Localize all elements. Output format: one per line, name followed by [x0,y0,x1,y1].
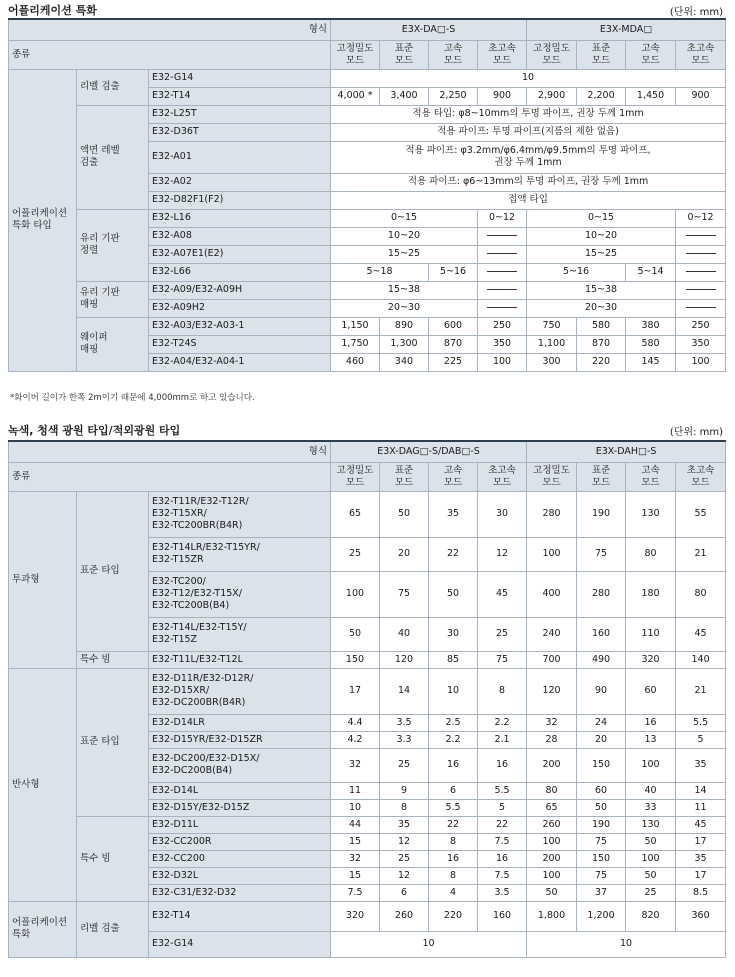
subcategory-label: 리벨 검출 [77,69,149,105]
model-cell: E32-D36T [149,123,331,141]
value-cell: 60 [626,668,676,714]
mode-header: 초고속 모드 [478,40,527,69]
value-cell: 225 [429,353,478,371]
value-cell: 14 [676,782,726,799]
value-cell: 55 [676,491,726,537]
dash-cell [478,281,527,299]
spec-table-application [8,18,726,372]
value-cell: 50 [626,833,676,850]
value-cell: 320 [331,901,380,931]
model-cell: E32-A01 [149,141,331,173]
model-cell: E32-T14 [149,901,331,931]
model-cell: E32-T24S [149,335,331,353]
value-cell: 140 [676,651,726,668]
dash-cell [676,281,726,299]
value-cell: 16 [478,850,527,867]
mode-header: 고속 모드 [626,40,676,69]
value-cell: 90 [577,668,626,714]
value-cell: 12 [478,537,527,571]
dash-mark [686,271,716,272]
value-cell: 220 [577,353,626,371]
value-cell: 150 [577,748,626,782]
value-cell: 4.4 [331,714,380,731]
value-cell: 0~12 [478,209,527,227]
mode-header: 표준 모드 [380,462,429,491]
mode-header: 표준 모드 [577,40,626,69]
value-cell: 7.5 [478,867,527,884]
model-cell: E32-A09/E32-A09H [149,281,331,299]
value-cell: 580 [626,335,676,353]
model-group-header: E3X-DAG□-S/DAB□-S [331,441,527,462]
category-label: 어플리케이션 특화 [9,901,77,957]
model-cell: E32-T14 [149,87,331,105]
value-cell: 400 [527,571,577,617]
dash-cell [478,227,527,245]
note-cell: 적용 파이프: φ6~13mm의 투명 파이프, 권장 두께 1mm [331,173,726,191]
section1-unit: (단위: mm) [669,7,723,18]
value-cell: 890 [380,317,429,335]
value-cell: 260 [527,816,577,833]
subcategory-label: 리벨 검출 [77,901,149,957]
value-cell: 350 [478,335,527,353]
dash-cell [676,299,726,317]
value-cell: 40 [380,617,429,651]
value-cell: 460 [331,353,380,371]
value-cell: 7.5 [478,833,527,850]
value-cell: 10~20 [331,227,478,245]
dash-cell [676,245,726,263]
value-cell: 45 [478,571,527,617]
value-cell: 130 [626,491,676,537]
value-cell: 320 [626,651,676,668]
dash-cell [478,263,527,281]
value-cell: 6 [380,884,429,901]
value-cell: 180 [626,571,676,617]
type-label: 종류 [9,40,331,69]
value-cell: 75 [380,571,429,617]
table-row [9,491,726,537]
value-cell: 260 [380,901,429,931]
value-cell: 2.2 [478,714,527,731]
value-cell: 5.5 [429,799,478,816]
mode-header: 고정밀도 모드 [527,40,577,69]
value-cell: 35 [676,748,726,782]
value-cell: 32 [331,850,380,867]
value-cell: 0~12 [676,209,726,227]
value-cell: 16 [626,714,676,731]
value-cell: 20 [380,537,429,571]
model-cell: E32-T11L/E32-T12L [149,651,331,668]
value-cell: 280 [577,571,626,617]
value-cell: 11 [331,782,380,799]
dash-mark [487,271,517,272]
value-cell: 50 [626,867,676,884]
note-cell: 적용 파이프: φ3.2mm/φ6.4mm/φ9.5mm의 투명 파이프, 권장 두께 1mm [331,141,726,173]
value-cell: 50 [577,799,626,816]
value-cell: 8 [429,867,478,884]
category-label: 반사형 [9,668,77,901]
mode-header: 고정밀도 모드 [527,462,577,491]
value-cell: 145 [626,353,676,371]
note-cell: 적용 타입: φ8~10mm의 투명 파이프, 권장 두께 1mm [331,105,726,123]
table-row [9,651,726,668]
model-cell: E32-DC200/E32-D15X/ E32-DC200B(B4) [149,748,331,782]
value-cell: 160 [478,901,527,931]
value-cell: 110 [626,617,676,651]
section2-title-row [8,422,723,438]
value-cell: 300 [527,353,577,371]
value-cell: 37 [577,884,626,901]
value-cell: 15 [331,833,380,850]
subcategory-label: 유리 기판 매핑 [77,281,149,317]
value-cell: 380 [626,317,676,335]
value-cell: 1,100 [527,335,577,353]
value-cell: 220 [429,901,478,931]
value-cell: 5~16 [429,263,478,281]
value-cell: 10 [527,931,726,957]
value-cell: 75 [478,651,527,668]
model-group-header: E3X-DA□-S [331,19,527,40]
value-cell: 600 [429,317,478,335]
model-cell: E32-L25T [149,105,331,123]
value-cell: 1,150 [331,317,380,335]
value-cell: 870 [429,335,478,353]
value-cell: 30 [478,491,527,537]
value-cell: 250 [676,317,726,335]
value-cell: 35 [429,491,478,537]
model-cell: E32-C31/E32-D32 [149,884,331,901]
model-cell: E32-T11R/E32-T12R/ E32-T15XR/ E32-TC200BR(B4R) [149,491,331,537]
mode-header: 초고속 모드 [478,462,527,491]
value-cell: 32 [527,714,577,731]
category-label: 투과형 [9,491,77,668]
note-cell: 적용 파이프: 투명 파이프(지름의 제한 없음) [331,123,726,141]
subcategory-label: 특수 빔 [77,816,149,901]
model-cell: E32-A07E1(E2) [149,245,331,263]
value-cell: 45 [676,816,726,833]
value-cell: 25 [478,617,527,651]
model-cell: E32-A03/E32-A03-1 [149,317,331,335]
value-cell: 3,400 [380,87,429,105]
model-cell: E32-CC200R [149,833,331,850]
value-cell: 150 [331,651,380,668]
mode-header: 고속 모드 [429,40,478,69]
value-cell: 5~18 [331,263,429,281]
value-cell: 5.5 [676,714,726,731]
value-cell: 750 [527,317,577,335]
model-cell: E32-A08 [149,227,331,245]
model-cell: E32-CC200 [149,850,331,867]
value-cell: 3.5 [380,714,429,731]
model-cell: E32-L16 [149,209,331,227]
dash-mark [686,289,716,290]
subcategory-label: 웨이퍼 매핑 [77,317,149,371]
value-cell: 45 [676,617,726,651]
value-cell: 900 [676,87,726,105]
value-cell: 16 [429,850,478,867]
value-cell: 100 [478,353,527,371]
value-cell: 25 [626,884,676,901]
model-cell: E32-D14LR [149,714,331,731]
model-cell: E32-A09H2 [149,299,331,317]
value-cell: 100 [626,850,676,867]
model-cell: E32-T14L/E32-T15Y/ E32-T15Z [149,617,331,651]
value-cell: 2.5 [429,714,478,731]
value-cell: 2,250 [429,87,478,105]
value-cell: 200 [527,850,577,867]
model-cell: E32-T14LR/E32-T15YR/ E32-T15ZR [149,537,331,571]
spec-table-light-source [8,440,726,958]
value-cell: 340 [380,353,429,371]
model-cell: E32-D32L [149,867,331,884]
value-cell: 35 [676,850,726,867]
value-cell: 360 [676,901,726,931]
value-cell: 75 [577,833,626,850]
value-cell: 50 [331,617,380,651]
value-cell: 0~15 [527,209,676,227]
value-cell: 130 [626,816,676,833]
value-cell: 11 [676,799,726,816]
value-cell: 4,000 * [331,87,380,105]
value-cell: 20~30 [331,299,478,317]
mode-header: 표준 모드 [380,40,429,69]
value-cell: 15~38 [527,281,676,299]
value-cell: 3.3 [380,731,429,748]
dash-cell [478,245,527,263]
value-cell: 25 [380,748,429,782]
value-cell: 1,800 [527,901,577,931]
value-cell: 10~20 [527,227,676,245]
table-row [9,816,726,833]
value-cell: 80 [527,782,577,799]
value-cell: 5~14 [626,263,676,281]
dash-cell [676,263,726,281]
model-group-header: E3X-DAH□-S [527,441,726,462]
value-cell: 16 [429,748,478,782]
value-cell: 16 [478,748,527,782]
value-cell: 7.5 [331,884,380,901]
value-cell: 6 [429,782,478,799]
value-cell: 4.2 [331,731,380,748]
category-label: 어플리케이션 특화 타입 [9,69,77,371]
value-cell: 20 [577,731,626,748]
value-cell: 15 [331,867,380,884]
value-cell: 28 [527,731,577,748]
value-cell: 50 [429,571,478,617]
value-cell: 17 [676,833,726,850]
value-cell: 65 [527,799,577,816]
subcategory-label: 특수 빔 [77,651,149,668]
value-cell: 24 [577,714,626,731]
value-cell: 80 [626,537,676,571]
value-cell: 3.5 [478,884,527,901]
value-cell: 0~15 [331,209,478,227]
mode-header: 초고속 모드 [676,462,726,491]
value-cell: 280 [527,491,577,537]
dash-mark [487,307,517,308]
value-cell: 160 [577,617,626,651]
value-cell: 75 [577,537,626,571]
value-cell: 100 [527,867,577,884]
footnote: *화이버 길이가 한쪽 2m이기 때문에 4,000mm로 하고 있습니다. [10,393,255,403]
value-cell: 10 [331,799,380,816]
value-cell: 25 [380,850,429,867]
mode-header: 고속 모드 [429,462,478,491]
value-cell: 820 [626,901,676,931]
dash-mark [487,253,517,254]
value-cell: 350 [676,335,726,353]
value-cell: 21 [676,668,726,714]
value-cell: 490 [577,651,626,668]
value-cell: 5 [676,731,726,748]
value-cell: 5.5 [478,782,527,799]
model-cell: E32-L66 [149,263,331,281]
value-cell: 900 [478,87,527,105]
value-cell: 17 [676,867,726,884]
value-cell: 700 [527,651,577,668]
value-cell: 200 [527,748,577,782]
model-cell: E32-D15Y/E32-D15Z [149,799,331,816]
dash-mark [686,253,716,254]
value-cell: 100 [676,353,726,371]
value-cell: 20~30 [527,299,676,317]
value-cell: 870 [577,335,626,353]
table-row [9,668,726,714]
model-cell: E32-G14 [149,931,331,957]
value-cell: 8 [478,668,527,714]
value-cell: 30 [429,617,478,651]
model-cell: E32-TC200/ E32-T12/E32-T15X/ E32-TC200B(B4) [149,571,331,617]
value-cell: 8 [429,833,478,850]
value-cell: 120 [380,651,429,668]
section1-title-row [8,2,723,18]
value-cell: 100 [331,571,380,617]
value-cell: 22 [429,537,478,571]
mode-header: 고정밀도 모드 [331,40,380,69]
value-cell: 17 [331,668,380,714]
model-cell: E32-A02 [149,173,331,191]
value-cell: 33 [626,799,676,816]
value-cell: 15~38 [331,281,478,299]
value-cell: 1,750 [331,335,380,353]
subcategory-label: 액면 레벨 검출 [77,105,149,209]
value-cell: 15~25 [527,245,676,263]
value-cell: 50 [527,884,577,901]
value-cell: 35 [380,816,429,833]
value-cell: 10 [429,668,478,714]
value-cell: 190 [577,816,626,833]
value-cell: 25 [331,537,380,571]
value-cell: 22 [478,816,527,833]
dash-cell [478,299,527,317]
model-cell: E32-D82F1(F2) [149,191,331,209]
value-cell: 10 [331,69,726,87]
model-cell: E32-D11R/E32-D12R/ E32-D15XR/ E32-DC200BR(B4R) [149,668,331,714]
value-cell: 44 [331,816,380,833]
value-cell: 1,450 [626,87,676,105]
value-cell: 1,300 [380,335,429,353]
value-cell: 50 [380,491,429,537]
value-cell: 1,200 [577,901,626,931]
model-group-header: E3X-MDA□ [527,19,726,40]
subcategory-label: 표준 타입 [77,491,149,651]
form-label: 형식 [9,441,331,462]
type-label: 종류 [9,462,331,491]
value-cell: 13 [626,731,676,748]
value-cell: 250 [478,317,527,335]
value-cell: 32 [331,748,380,782]
value-cell: 85 [429,651,478,668]
dash-mark [686,235,716,236]
mode-header: 표준 모드 [577,462,626,491]
value-cell: 2,900 [527,87,577,105]
value-cell: 2.2 [429,731,478,748]
mode-header: 초고속 모드 [676,40,726,69]
dash-cell [676,227,726,245]
value-cell: 21 [676,537,726,571]
value-cell: 12 [380,833,429,850]
subcategory-label: 표준 타입 [77,668,149,816]
section2-title: 녹색, 청색 광원 타입/적외광원 타입 [8,424,181,437]
note-cell: 접액 타입 [331,191,726,209]
subcategory-label: 유리 기판 정렬 [77,209,149,281]
value-cell: 150 [577,850,626,867]
model-cell: E32-G14 [149,69,331,87]
value-cell: 2.1 [478,731,527,748]
value-cell: 75 [577,867,626,884]
value-cell: 5 [478,799,527,816]
value-cell: 190 [577,491,626,537]
section1-title: 어플리케이션 특화 [8,4,97,17]
value-cell: 100 [527,537,577,571]
value-cell: 5~16 [527,263,626,281]
value-cell: 120 [527,668,577,714]
value-cell: 10 [331,931,527,957]
value-cell: 40 [626,782,676,799]
value-cell: 100 [527,833,577,850]
dash-mark [686,307,716,308]
value-cell: 80 [676,571,726,617]
form-label: 형식 [9,19,331,40]
value-cell: 15~25 [331,245,478,263]
section2-unit: (단위: mm) [669,427,723,438]
value-cell: 100 [626,748,676,782]
value-cell: 4 [429,884,478,901]
dash-mark [487,289,517,290]
value-cell: 9 [380,782,429,799]
model-cell: E32-D15YR/E32-D15ZR [149,731,331,748]
value-cell: 580 [577,317,626,335]
model-cell: E32-D11L [149,816,331,833]
model-cell: E32-A04/E32-A04-1 [149,353,331,371]
mode-header: 고속 모드 [626,462,676,491]
value-cell: 8.5 [676,884,726,901]
value-cell: 22 [429,816,478,833]
value-cell: 60 [577,782,626,799]
value-cell: 240 [527,617,577,651]
value-cell: 2,200 [577,87,626,105]
value-cell: 65 [331,491,380,537]
model-cell: E32-D14L [149,782,331,799]
value-cell: 8 [380,799,429,816]
mode-header: 고정밀도 모드 [331,462,380,491]
value-cell: 14 [380,668,429,714]
value-cell: 12 [380,867,429,884]
dash-mark [487,235,517,236]
table-row [9,901,726,931]
